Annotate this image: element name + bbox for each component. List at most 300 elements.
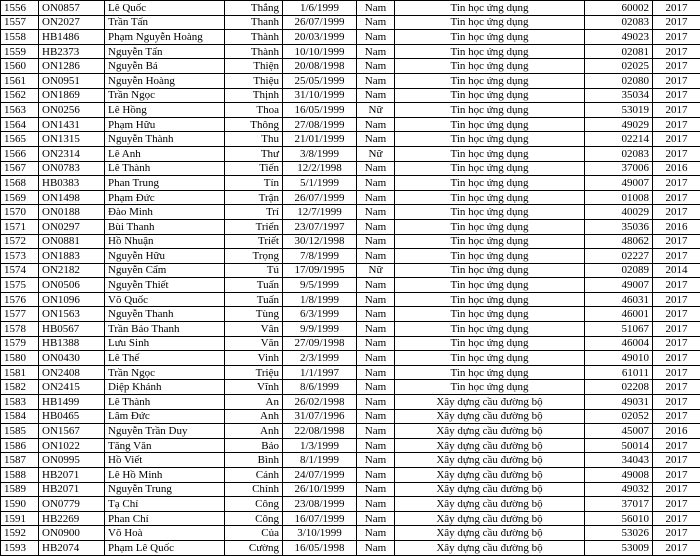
birth-date-cell: 31/10/1999 xyxy=(283,88,357,103)
row-number-cell: 1584 xyxy=(1,409,39,424)
row-number-cell: 1558 xyxy=(1,30,39,45)
birth-date-cell: 12/2/1998 xyxy=(283,161,357,176)
last-name-cell: Đào Minh xyxy=(105,205,225,220)
year-cell: 2017 xyxy=(653,292,700,307)
year-cell: 2017 xyxy=(653,307,700,322)
year-cell: 2017 xyxy=(653,73,700,88)
major-cell: Xây dựng cầu đường bộ xyxy=(395,526,585,541)
student-code-cell: ON1563 xyxy=(39,307,105,322)
student-code-cell: HB1486 xyxy=(39,30,105,45)
gender-cell: Nam xyxy=(357,336,395,351)
major-cell: Tin học ứng dụng xyxy=(395,44,585,59)
last-name-cell: Hồ Viết xyxy=(105,453,225,468)
score-code-cell: 49023 xyxy=(585,30,653,45)
student-code-cell: ON0188 xyxy=(39,205,105,220)
major-cell: Tin học ứng dụng xyxy=(395,307,585,322)
birth-date-cell: 8/1/1999 xyxy=(283,453,357,468)
major-cell: Xây dựng cầu đường bộ xyxy=(395,424,585,439)
student-code-cell: ON0783 xyxy=(39,161,105,176)
major-cell: Tin học ứng dụng xyxy=(395,176,585,191)
birth-date-cell: 26/02/1998 xyxy=(283,395,357,410)
major-cell: Tin học ứng dụng xyxy=(395,351,585,366)
score-code-cell: 02083 xyxy=(585,146,653,161)
student-code-cell: ON1869 xyxy=(39,88,105,103)
student-code-cell: HB2373 xyxy=(39,44,105,59)
year-cell: 2017 xyxy=(653,468,700,483)
score-code-cell: 53026 xyxy=(585,526,653,541)
table-row xyxy=(1,482,700,497)
birth-date-cell: 1/6/1999 xyxy=(283,1,357,16)
year-cell: 2017 xyxy=(653,176,700,191)
last-name-cell: Nguyễn Cẩm xyxy=(105,263,225,278)
table-row xyxy=(1,438,700,453)
year-cell: 2017 xyxy=(653,453,700,468)
major-cell: Tin học ứng dụng xyxy=(395,219,585,234)
gender-cell: Nam xyxy=(357,132,395,147)
score-code-cell: 02025 xyxy=(585,59,653,74)
student-code-cell: ON2182 xyxy=(39,263,105,278)
major-cell: Tin học ứng dụng xyxy=(395,1,585,16)
table-row xyxy=(1,30,700,45)
first-name-cell: Trận xyxy=(225,190,283,205)
table-row xyxy=(1,380,700,395)
student-code-cell: ON0506 xyxy=(39,278,105,293)
first-name-cell: Vinh xyxy=(225,351,283,366)
year-cell: 2017 xyxy=(653,438,700,453)
birth-date-cell: 3/8/1999 xyxy=(283,146,357,161)
major-cell: Xây dựng cầu đường bộ xyxy=(395,497,585,512)
table-row xyxy=(1,497,700,512)
row-number-cell: 1559 xyxy=(1,44,39,59)
first-name-cell: Của xyxy=(225,526,283,541)
score-code-cell: 37017 xyxy=(585,497,653,512)
gender-cell: Nữ xyxy=(357,146,395,161)
last-name-cell: Nguyễn Thành xyxy=(105,132,225,147)
student-code-cell: ON1022 xyxy=(39,438,105,453)
birth-date-cell: 26/07/1999 xyxy=(283,190,357,205)
gender-cell: Nam xyxy=(357,30,395,45)
table-row xyxy=(1,88,700,103)
score-code-cell: 56010 xyxy=(585,511,653,526)
first-name-cell: Thoa xyxy=(225,103,283,118)
major-cell: Tin học ứng dụng xyxy=(395,249,585,264)
birth-date-cell: 12/7/1999 xyxy=(283,205,357,220)
birth-date-cell: 31/07/1996 xyxy=(283,409,357,424)
table-row xyxy=(1,351,700,366)
birth-date-cell: 16/05/1998 xyxy=(283,540,357,555)
row-number-cell: 1586 xyxy=(1,438,39,453)
major-cell: Xây dựng cầu đường bộ xyxy=(395,453,585,468)
row-number-cell: 1588 xyxy=(1,468,39,483)
row-number-cell: 1568 xyxy=(1,176,39,191)
major-cell: Tin học ứng dụng xyxy=(395,322,585,337)
table-row xyxy=(1,322,700,337)
year-cell: 2017 xyxy=(653,234,700,249)
last-name-cell: Lê Hồ Minh xyxy=(105,468,225,483)
score-code-cell: 35034 xyxy=(585,88,653,103)
first-name-cell: Anh xyxy=(225,424,283,439)
year-cell: 2017 xyxy=(653,482,700,497)
last-name-cell: Võ Quốc xyxy=(105,292,225,307)
score-code-cell: 49010 xyxy=(585,351,653,366)
year-cell: 2017 xyxy=(653,44,700,59)
table-row xyxy=(1,409,700,424)
student-code-cell: HB2071 xyxy=(39,468,105,483)
major-cell: Tin học ứng dụng xyxy=(395,117,585,132)
year-cell: 2017 xyxy=(653,380,700,395)
row-number-cell: 1566 xyxy=(1,146,39,161)
student-code-cell: ON1096 xyxy=(39,292,105,307)
score-code-cell: 46001 xyxy=(585,307,653,322)
row-number-cell: 1587 xyxy=(1,453,39,468)
row-number-cell: 1578 xyxy=(1,322,39,337)
major-cell: Tin học ứng dụng xyxy=(395,161,585,176)
gender-cell: Nam xyxy=(357,176,395,191)
last-name-cell: Phạm Đức xyxy=(105,190,225,205)
year-cell: 2017 xyxy=(653,278,700,293)
last-name-cell: Nguyễn Tấn xyxy=(105,44,225,59)
score-code-cell: 34043 xyxy=(585,453,653,468)
row-number-cell: 1569 xyxy=(1,190,39,205)
first-name-cell: Thu xyxy=(225,132,283,147)
year-cell: 2017 xyxy=(653,351,700,366)
first-name-cell: Tùng xyxy=(225,307,283,322)
birth-date-cell: 27/09/1998 xyxy=(283,336,357,351)
row-number-cell: 1581 xyxy=(1,365,39,380)
student-code-cell: HB0383 xyxy=(39,176,105,191)
row-number-cell: 1575 xyxy=(1,278,39,293)
student-code-cell: ON2408 xyxy=(39,365,105,380)
last-name-cell: Tăng Văn xyxy=(105,438,225,453)
score-code-cell: 02083 xyxy=(585,15,653,30)
last-name-cell: Lưu Sinh xyxy=(105,336,225,351)
student-code-cell: HB0465 xyxy=(39,409,105,424)
score-code-cell: 02208 xyxy=(585,380,653,395)
year-cell: 2017 xyxy=(653,30,700,45)
gender-cell: Nam xyxy=(357,161,395,176)
gender-cell: Nam xyxy=(357,322,395,337)
birth-date-cell: 26/07/1999 xyxy=(283,15,357,30)
table-row xyxy=(1,132,700,147)
year-cell: 2017 xyxy=(653,365,700,380)
table-row xyxy=(1,292,700,307)
first-name-cell: Công xyxy=(225,497,283,512)
birth-date-cell: 27/08/1999 xyxy=(283,117,357,132)
birth-date-cell: 26/10/1999 xyxy=(283,482,357,497)
year-cell: 2017 xyxy=(653,497,700,512)
last-name-cell: Lê Hồng xyxy=(105,103,225,118)
row-number-cell: 1565 xyxy=(1,132,39,147)
first-name-cell: Công xyxy=(225,511,283,526)
score-code-cell: 51067 xyxy=(585,322,653,337)
student-code-cell: ON0995 xyxy=(39,453,105,468)
table-row xyxy=(1,365,700,380)
table-row xyxy=(1,336,700,351)
year-cell: 2017 xyxy=(653,205,700,220)
row-number-cell: 1570 xyxy=(1,205,39,220)
gender-cell: Nam xyxy=(357,438,395,453)
student-code-cell: HB1499 xyxy=(39,395,105,410)
birth-date-cell: 24/07/1999 xyxy=(283,468,357,483)
score-code-cell: 48062 xyxy=(585,234,653,249)
first-name-cell: Tuấn xyxy=(225,278,283,293)
row-number-cell: 1574 xyxy=(1,263,39,278)
student-code-cell: ON1431 xyxy=(39,117,105,132)
table-row xyxy=(1,307,700,322)
year-cell: 2017 xyxy=(653,540,700,555)
score-code-cell: 40029 xyxy=(585,205,653,220)
score-code-cell: 49007 xyxy=(585,278,653,293)
row-number-cell: 1564 xyxy=(1,117,39,132)
last-name-cell: Lê Quốc xyxy=(105,1,225,16)
table-row xyxy=(1,263,700,278)
year-cell: 2017 xyxy=(653,103,700,118)
year-cell: 2017 xyxy=(653,409,700,424)
major-cell: Tin học ứng dụng xyxy=(395,190,585,205)
student-code-cell: ON1883 xyxy=(39,249,105,264)
first-name-cell: Thanh xyxy=(225,15,283,30)
year-cell: 2017 xyxy=(653,59,700,74)
row-number-cell: 1562 xyxy=(1,88,39,103)
year-cell: 2017 xyxy=(653,117,700,132)
birth-date-cell: 9/9/1999 xyxy=(283,322,357,337)
first-name-cell: Thành xyxy=(225,30,283,45)
table-row xyxy=(1,15,700,30)
gender-cell: Nam xyxy=(357,15,395,30)
birth-date-cell: 16/05/1999 xyxy=(283,103,357,118)
score-code-cell: 53009 xyxy=(585,540,653,555)
row-number-cell: 1583 xyxy=(1,395,39,410)
gender-cell: Nam xyxy=(357,1,395,16)
last-name-cell: Nguyễn Bá xyxy=(105,59,225,74)
last-name-cell: Trần Ngọc xyxy=(105,365,225,380)
gender-cell: Nam xyxy=(357,351,395,366)
table-row xyxy=(1,205,700,220)
table-row xyxy=(1,176,700,191)
table-row xyxy=(1,278,700,293)
first-name-cell: Thư xyxy=(225,146,283,161)
first-name-cell: Trọng xyxy=(225,249,283,264)
student-code-cell: ON1286 xyxy=(39,59,105,74)
last-name-cell: Lê Thế xyxy=(105,351,225,366)
first-name-cell: Thiện xyxy=(225,59,283,74)
row-number-cell: 1573 xyxy=(1,249,39,264)
gender-cell: Nam xyxy=(357,453,395,468)
table-row xyxy=(1,540,700,555)
major-cell: Tin học ứng dụng xyxy=(395,380,585,395)
score-code-cell: 49007 xyxy=(585,176,653,191)
last-name-cell: Phạm Nguyễn Hoàng xyxy=(105,30,225,45)
gender-cell: Nam xyxy=(357,380,395,395)
gender-cell: Nam xyxy=(357,249,395,264)
student-code-cell: ON0951 xyxy=(39,73,105,88)
gender-cell: Nam xyxy=(357,73,395,88)
first-name-cell: Thành xyxy=(225,44,283,59)
gender-cell: Nam xyxy=(357,468,395,483)
gender-cell: Nam xyxy=(357,365,395,380)
last-name-cell: Nguyễn Thiết xyxy=(105,278,225,293)
birth-date-cell: 5/1/1999 xyxy=(283,176,357,191)
year-cell: 2017 xyxy=(653,395,700,410)
student-code-cell: ON0297 xyxy=(39,219,105,234)
last-name-cell: Lâm Đức xyxy=(105,409,225,424)
first-name-cell: Bảo xyxy=(225,438,283,453)
major-cell: Xây dựng cầu đường bộ xyxy=(395,438,585,453)
first-name-cell: Anh xyxy=(225,409,283,424)
last-name-cell: Nguyễn Hữu xyxy=(105,249,225,264)
year-cell: 2017 xyxy=(653,322,700,337)
birth-date-cell: 3/10/1999 xyxy=(283,526,357,541)
gender-cell: Nam xyxy=(357,278,395,293)
score-code-cell: 01008 xyxy=(585,190,653,205)
last-name-cell: Võ Hoà xyxy=(105,526,225,541)
birth-date-cell: 22/08/1998 xyxy=(283,424,357,439)
first-name-cell: Triển xyxy=(225,219,283,234)
first-name-cell: Cường xyxy=(225,540,283,555)
gender-cell: Nam xyxy=(357,307,395,322)
gender-cell: Nữ xyxy=(357,103,395,118)
year-cell: 2017 xyxy=(653,15,700,30)
student-code-cell: ON2314 xyxy=(39,146,105,161)
row-number-cell: 1576 xyxy=(1,292,39,307)
major-cell: Xây dựng cầu đường bộ xyxy=(395,468,585,483)
birth-date-cell: 17/09/1995 xyxy=(283,263,357,278)
table-row xyxy=(1,117,700,132)
table-row xyxy=(1,219,700,234)
last-name-cell: Nguyễn Thanh xyxy=(105,307,225,322)
gender-cell: Nam xyxy=(357,44,395,59)
score-code-cell: 46031 xyxy=(585,292,653,307)
gender-cell: Nam xyxy=(357,395,395,410)
gender-cell: Nam xyxy=(357,292,395,307)
score-code-cell: 37006 xyxy=(585,161,653,176)
table-row xyxy=(1,395,700,410)
table-row xyxy=(1,103,700,118)
student-code-cell: ON0857 xyxy=(39,1,105,16)
gender-cell: Nam xyxy=(357,497,395,512)
score-code-cell: 02214 xyxy=(585,132,653,147)
first-name-cell: Vân xyxy=(225,322,283,337)
score-code-cell: 02089 xyxy=(585,263,653,278)
table-row xyxy=(1,234,700,249)
student-code-cell: HB2269 xyxy=(39,511,105,526)
birth-date-cell: 30/12/1998 xyxy=(283,234,357,249)
table-row xyxy=(1,249,700,264)
student-code-cell: ON0430 xyxy=(39,351,105,366)
last-name-cell: Phạm Hữu xyxy=(105,117,225,132)
row-number-cell: 1589 xyxy=(1,482,39,497)
first-name-cell: Triệu xyxy=(225,365,283,380)
year-cell: 2017 xyxy=(653,526,700,541)
row-number-cell: 1591 xyxy=(1,511,39,526)
first-name-cell: Tú xyxy=(225,263,283,278)
table-row xyxy=(1,59,700,74)
student-code-cell: HB2074 xyxy=(39,540,105,555)
year-cell: 2017 xyxy=(653,1,700,16)
row-number-cell: 1556 xyxy=(1,1,39,16)
first-name-cell: Thông xyxy=(225,117,283,132)
birth-date-cell: 2/3/1999 xyxy=(283,351,357,366)
first-name-cell: An xyxy=(225,395,283,410)
birth-date-cell: 20/03/1999 xyxy=(283,30,357,45)
major-cell: Tin học ứng dụng xyxy=(395,73,585,88)
score-code-cell: 61011 xyxy=(585,365,653,380)
score-code-cell: 50014 xyxy=(585,438,653,453)
first-name-cell: Văn xyxy=(225,336,283,351)
score-code-cell: 35036 xyxy=(585,219,653,234)
student-code-cell: ON0881 xyxy=(39,234,105,249)
table-row xyxy=(1,526,700,541)
last-name-cell: Trần Tấn xyxy=(105,15,225,30)
first-name-cell: Tiến xyxy=(225,161,283,176)
year-cell: 2014 xyxy=(653,263,700,278)
last-name-cell: Trần Ngọc xyxy=(105,88,225,103)
birth-date-cell: 10/10/1999 xyxy=(283,44,357,59)
major-cell: Xây dựng cầu đường bộ xyxy=(395,511,585,526)
row-number-cell: 1560 xyxy=(1,59,39,74)
birth-date-cell: 21/01/1999 xyxy=(283,132,357,147)
student-code-cell: ON0900 xyxy=(39,526,105,541)
first-name-cell: Tuấn xyxy=(225,292,283,307)
birth-date-cell: 16/07/1999 xyxy=(283,511,357,526)
gender-cell: Nam xyxy=(357,409,395,424)
major-cell: Tin học ứng dụng xyxy=(395,278,585,293)
score-code-cell: 02227 xyxy=(585,249,653,264)
student-code-cell: ON2415 xyxy=(39,380,105,395)
last-name-cell: Phan Chí xyxy=(105,511,225,526)
first-name-cell: Thắng xyxy=(225,1,283,16)
student-code-cell: ON1315 xyxy=(39,132,105,147)
table-row xyxy=(1,453,700,468)
gender-cell: Nam xyxy=(357,511,395,526)
birth-date-cell: 1/3/1999 xyxy=(283,438,357,453)
year-cell: 2016 xyxy=(653,219,700,234)
last-name-cell: Lê Thành xyxy=(105,161,225,176)
gender-cell: Nam xyxy=(357,190,395,205)
birth-date-cell: 9/5/1999 xyxy=(283,278,357,293)
major-cell: Tin học ứng dụng xyxy=(395,263,585,278)
birth-date-cell: 23/07/1997 xyxy=(283,219,357,234)
birth-date-cell: 23/08/1999 xyxy=(283,497,357,512)
major-cell: Tin học ứng dụng xyxy=(395,336,585,351)
year-cell: 2016 xyxy=(653,424,700,439)
major-cell: Tin học ứng dụng xyxy=(395,205,585,220)
gender-cell: Nam xyxy=(357,526,395,541)
major-cell: Xây dựng cầu đường bộ xyxy=(395,395,585,410)
gender-cell: Nữ xyxy=(357,263,395,278)
row-number-cell: 1577 xyxy=(1,307,39,322)
score-code-cell: 49029 xyxy=(585,117,653,132)
last-name-cell: Phạm Lê Quốc xyxy=(105,540,225,555)
year-cell: 2017 xyxy=(653,190,700,205)
last-name-cell: Lê Thành xyxy=(105,395,225,410)
major-cell: Tin học ứng dụng xyxy=(395,132,585,147)
row-number-cell: 1593 xyxy=(1,540,39,555)
student-code-cell: HB2071 xyxy=(39,482,105,497)
major-cell: Tin học ứng dụng xyxy=(395,146,585,161)
row-number-cell: 1590 xyxy=(1,497,39,512)
row-number-cell: 1567 xyxy=(1,161,39,176)
table-body xyxy=(1,1,700,556)
major-cell: Tin học ứng dụng xyxy=(395,234,585,249)
student-code-cell: HB0567 xyxy=(39,322,105,337)
row-number-cell: 1561 xyxy=(1,73,39,88)
major-cell: Xây dựng cầu đường bộ xyxy=(395,482,585,497)
last-name-cell: Bùi Thanh xyxy=(105,219,225,234)
table-row xyxy=(1,44,700,59)
score-code-cell: 49008 xyxy=(585,468,653,483)
gender-cell: Nam xyxy=(357,540,395,555)
